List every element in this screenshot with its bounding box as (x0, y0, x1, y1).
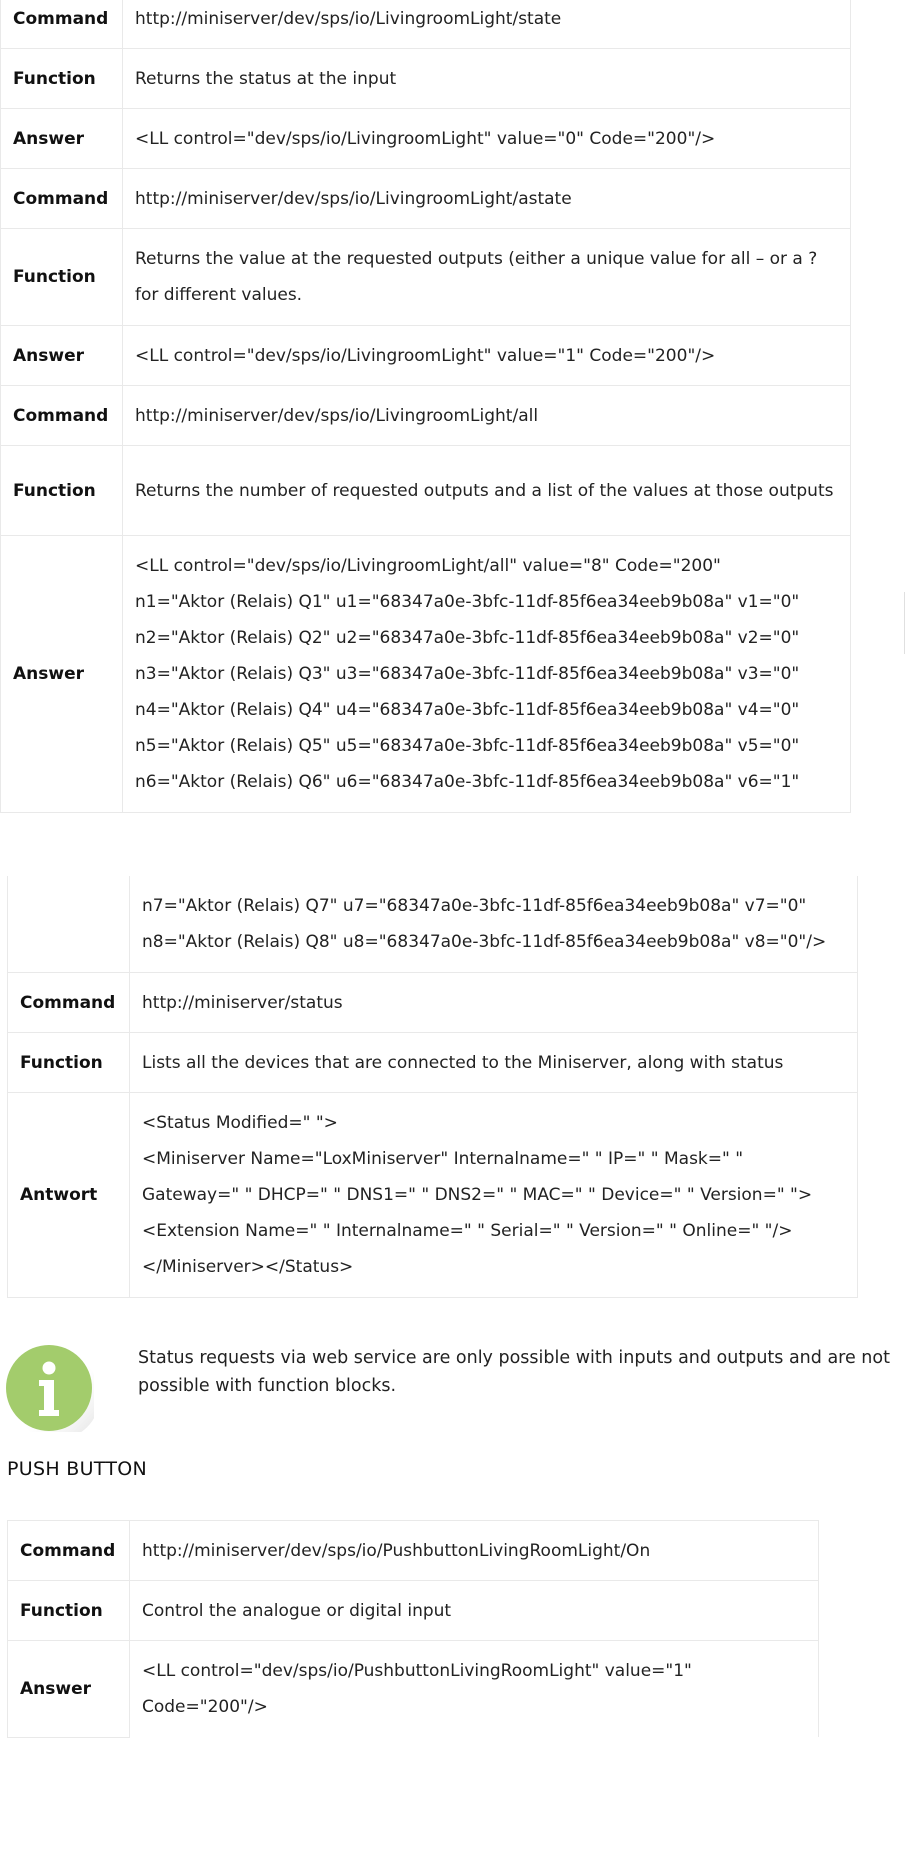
table-row (1, 326, 851, 386)
answer-line: n6="Aktor (Relais) Q6" u6="68347a0e-3bfc-11df-85f6ea34eeb9b08a" v6="1" (135, 772, 800, 792)
answer-text (130, 1641, 819, 1738)
row-label: Command (1, 386, 123, 446)
row-label: Function (8, 1033, 130, 1093)
info-icon (6, 1344, 94, 1432)
table-row (8, 1521, 819, 1581)
answer-line: n1="Aktor (Relais) Q1" u1="68347a0e-3bfc-11df-85f6ea34eeb9b08a" v1="0" (135, 592, 800, 612)
answer-line: n7="Aktor (Relais) Q7" u7="68347a0e-3bfc-11df-85f6ea34eeb9b08a" v7="0" (142, 896, 807, 916)
scroll-edge-marker (904, 592, 909, 654)
command-url[interactable]: http://miniserver/dev/sps/io/PushbuttonLivingRoomLight/On (130, 1521, 819, 1581)
answer-line: <Status Modified=" "> (142, 1113, 338, 1133)
answer-line: n5="Aktor (Relais) Q5" u5="68347a0e-3bfc-11df-85f6ea34eeb9b08a" v5="0" (135, 736, 800, 756)
command-url[interactable]: http://miniserver/dev/sps/io/LivingroomLight/state (123, 0, 851, 49)
table-row (8, 1641, 819, 1738)
answer-line: Gateway=" " DHCP=" " DNS1=" " DNS2=" " MAC=" " Device=" " Version=" "> (142, 1185, 813, 1205)
status-commands-table (7, 876, 858, 1298)
function-line: Returns the value at the requested outputs (either a unique value for all – or a ? for different values. (135, 249, 818, 305)
answer-line: n8="Aktor (Relais) Q8" u8="68347a0e-3bfc-11df-85f6ea34eeb9b08a" v8="0"/> (142, 932, 827, 952)
info-note (6, 1344, 890, 1434)
function-text (123, 446, 851, 536)
row-label: Command (8, 973, 130, 1033)
table-row (8, 1093, 858, 1298)
table-row (1, 109, 851, 169)
answer-text (130, 1093, 858, 1298)
answer-continuation (130, 876, 858, 973)
table-row (8, 1033, 858, 1093)
function-text: Lists all the devices that are connected to the Miniserver, along with status (130, 1033, 858, 1093)
answer-line: <LL control="dev/sps/io/PushbuttonLivingRoomLight" value="1" Code="200"/> (142, 1661, 692, 1717)
function-line: Returns the number of requested outputs and a list of the values at those outputs (135, 480, 834, 501)
info-text: Status requests via web service are only possible with inputs and outputs and are not possible with function blocks. (138, 1348, 890, 1396)
table-row (8, 1581, 819, 1641)
command-url[interactable]: http://miniserver/dev/sps/io/LivingroomLight/astate (123, 169, 851, 229)
table-row (1, 386, 851, 446)
answer-line: <Miniserver Name="LoxMiniserver" Internalname=" " IP=" " Mask=" " (142, 1149, 744, 1169)
row-label: Answer (8, 1641, 130, 1738)
answer-text: <LL control="dev/sps/io/LivingroomLight" value="1" Code="200"/> (123, 326, 851, 386)
row-label: Command (8, 1521, 130, 1581)
function-text: Control the analogue or digital input (130, 1581, 819, 1641)
function-text (123, 229, 851, 326)
answer-line: n2="Aktor (Relais) Q2" u2="68347a0e-3bfc-11df-85f6ea34eeb9b08a" v2="0" (135, 628, 800, 648)
command-url[interactable]: http://miniserver/status (130, 973, 858, 1033)
row-label-empty (8, 876, 130, 973)
row-label: Command (1, 0, 123, 49)
row-label: Function (1, 446, 123, 536)
row-label: Function (8, 1581, 130, 1641)
function-text: Returns the status at the input (123, 49, 851, 109)
table-row (1, 49, 851, 109)
answer-line: </Miniserver></Status> (142, 1257, 354, 1277)
row-label: Answer (1, 326, 123, 386)
answer-line: n3="Aktor (Relais) Q3" u3="68347a0e-3bfc-11df-85f6ea34eeb9b08a" v3="0" (135, 664, 800, 684)
http-commands-table (0, 0, 851, 813)
table-row (1, 169, 851, 229)
answer-text (123, 536, 851, 813)
command-url[interactable]: http://miniserver/dev/sps/io/LivingroomLight/all (123, 386, 851, 446)
table-row (1, 0, 851, 49)
row-label: Function (1, 49, 123, 109)
answer-line: <Extension Name=" " Internalname=" " Serial=" " Version=" " Online=" "/> (142, 1221, 793, 1241)
table-row (1, 446, 851, 536)
row-label: Answer (1, 109, 123, 169)
table-row (8, 876, 858, 973)
answer-text: <LL control="dev/sps/io/LivingroomLight" value="0" Code="200"/> (123, 109, 851, 169)
row-label: Function (1, 229, 123, 326)
table-row (8, 973, 858, 1033)
section-heading: PUSH BUTTON (7, 1458, 148, 1480)
table-row (1, 536, 851, 813)
push-button-table (7, 1520, 819, 1738)
answer-line: n4="Aktor (Relais) Q4" u4="68347a0e-3bfc-11df-85f6ea34eeb9b08a" v4="0" (135, 700, 800, 720)
answer-line: <LL control="dev/sps/io/LivingroomLight/all" value="8" Code="200" (135, 556, 721, 576)
row-label: Answer (1, 536, 123, 813)
row-label: Command (1, 169, 123, 229)
row-label: Antwort (8, 1093, 130, 1298)
table-row (1, 229, 851, 326)
